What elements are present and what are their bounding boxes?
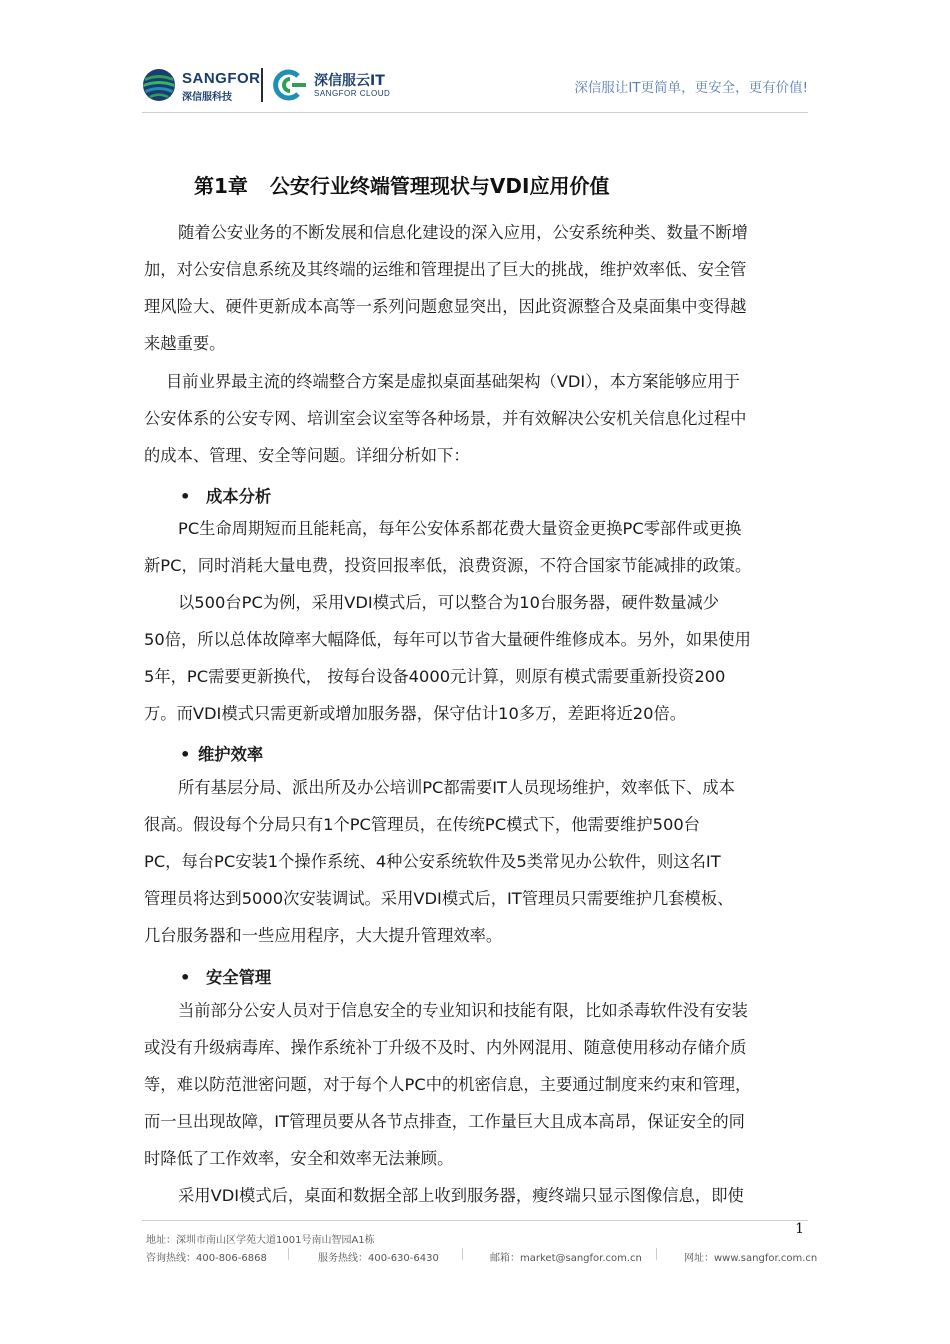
footer-divider (142, 1220, 808, 1221)
paragraph-line: 当前部分公安人员对于信息安全的专业知识和技能有限，比如杀毒软件没有安装 (178, 1001, 748, 1020)
page-header (0, 0, 950, 120)
paragraph-line: 或没有升级病毒库、操作系统补丁升级不及时、内外网混用、随意使用移动存储介质 (144, 1038, 747, 1057)
section-heading-text: 成本分析 (206, 487, 272, 506)
section-heading-text: 维护效率 (198, 745, 264, 764)
chapter-heading: 公安行业终端管理现状与VDI应用价值 (269, 174, 610, 198)
paragraph-line: 万。而VDI模式只需更新或增加服务器，保守估计10多万，差距将近20倍。 (144, 704, 687, 723)
cloud-logo-icon (272, 68, 308, 102)
footer-website-link[interactable]: 网址：www.sangfor.com.cn (684, 1253, 818, 1264)
paragraph-line: 很高。假设每个分局只有1个PC管理员，在传统PC模式下，他需要维护500台 (144, 815, 700, 834)
bullet-point: • (180, 745, 191, 764)
paragraph-line: 采用VDI模式后，桌面和数据全部上收到服务器，瘦终端只显示图像信息，即使 (178, 1186, 744, 1205)
paragraph-line: 的成本、管理、安全等问题。详细分析如下： (144, 446, 470, 465)
cost-paragraph-2 (144, 584, 808, 732)
paragraph-line: 理风险大、硬件更新成本高等一系列问题愈显突出，因此资源整合及桌面集中变得越 (144, 297, 747, 316)
logo-divider (261, 68, 263, 102)
logo-subtitle: 深信服科技 (182, 92, 232, 103)
sangfor-cloud-logo (272, 66, 412, 106)
footer-separator (288, 1248, 289, 1260)
intro-paragraph-2 (144, 363, 808, 474)
paragraph-line: 随着公安业务的不断发展和信息化建设的深入应用，公安系统种类、数量不断增 (178, 223, 748, 242)
paragraph-line: 以500台PC为例，采用VDI模式后，可以整合为10台服务器，硬件数量减少 (178, 593, 720, 612)
paragraph-line: 管理员将达到5000次安装调试。采用VDI模式后，IT管理员只需要维护几套模板、 (144, 889, 734, 908)
footer-separator (656, 1248, 657, 1260)
header-divider (142, 112, 808, 113)
sangfor-logo (142, 66, 262, 106)
paragraph-line: 几台服务器和一些应用程序，大大提升管理效率。 (144, 926, 503, 945)
intro-paragraph (144, 214, 808, 362)
paragraph-line: 时降低了工作效率，安全和效率无法兼顾。 (144, 1149, 454, 1168)
chapter-title (194, 170, 609, 199)
section-heading-cost (180, 483, 271, 507)
footer-address: 地址：深圳市南山区学苑大道1001号南山智园A1栋 (146, 1235, 375, 1246)
footer-separator (462, 1248, 463, 1260)
cloud-subtitle: SANGFOR CLOUD (314, 89, 391, 98)
footer-consult-hotline: 咨询热线：400-806-6868 (146, 1253, 267, 1264)
header-slogan: 深信服让IT更简单，更安全，更有价值! (574, 80, 808, 96)
paragraph-line: 目前业界最主流的终端整合方案是虚拟桌面基础架构（VDI），本方案能够应用于 (166, 372, 740, 391)
paragraph-line: 50倍，所以总体故障率大幅降低，每年可以节省大量硬件维修成本。另外，如果使用 (144, 630, 751, 649)
paragraph-line: 5年，PC需要更新换代， 按每台设备4000元计算，则原有模式需要重新投资200 (144, 667, 726, 686)
page-number: 1 (795, 1221, 804, 1237)
paragraph-line: 而一旦出现故障，IT管理员要从各节点排查，工作量巨大且成本高昂，保证安全的同 (144, 1112, 745, 1131)
security-paragraph-1 (144, 992, 808, 1177)
paragraph-line: 新PC，同时消耗大量电费，投资回报率低，浪费资源，不符合国家节能减排的政策。 (144, 556, 752, 575)
paragraph-line: 来越重要。 (144, 334, 226, 353)
sangfor-globe-icon (142, 68, 176, 102)
paragraph-line: 公安体系的公安专网、培训室会议室等各种场景，并有效解决公安机关信息化过程中 (144, 409, 747, 428)
bullet-point: • (180, 487, 191, 506)
section-heading-security (180, 964, 271, 988)
cost-paragraph-1 (144, 510, 808, 584)
cloud-wordmark: 深信服云IT (314, 73, 385, 89)
chapter-number: 第1章 (194, 174, 248, 198)
paragraph-line: PC，每台PC安装1个操作系统、4种公安系统软件及5类常见办公软件，则这名IT (144, 852, 721, 871)
logo-wordmark: SANGFOR (182, 70, 261, 87)
bullet-point: • (180, 968, 191, 987)
paragraph-line: 等，难以防范泄密问题，对于每个人PC中的机密信息，主要通过制度来约束和管理， (144, 1075, 752, 1094)
paragraph-line: 所有基层分局、派出所及办公培训PC都需要IT人员现场维护，效率低下、成本 (178, 778, 735, 797)
paragraph-line: 加，对公安信息系统及其终端的运维和管理提出了巨大的挑战，维护效率低、安全管 (144, 260, 747, 279)
section-heading-maintenance (180, 741, 263, 765)
security-paragraph-2 (144, 1177, 808, 1214)
section-heading-text: 安全管理 (206, 968, 272, 987)
footer-email-link[interactable]: 邮箱：market@sangfor.com.cn (490, 1253, 642, 1264)
footer-service-hotline: 服务热线：400-630-6430 (318, 1253, 439, 1264)
maintenance-paragraph (144, 769, 808, 954)
paragraph-line: PC生命周期短而且能耗高，每年公安体系都花费大量资金更换PC零部件或更换 (178, 519, 742, 538)
